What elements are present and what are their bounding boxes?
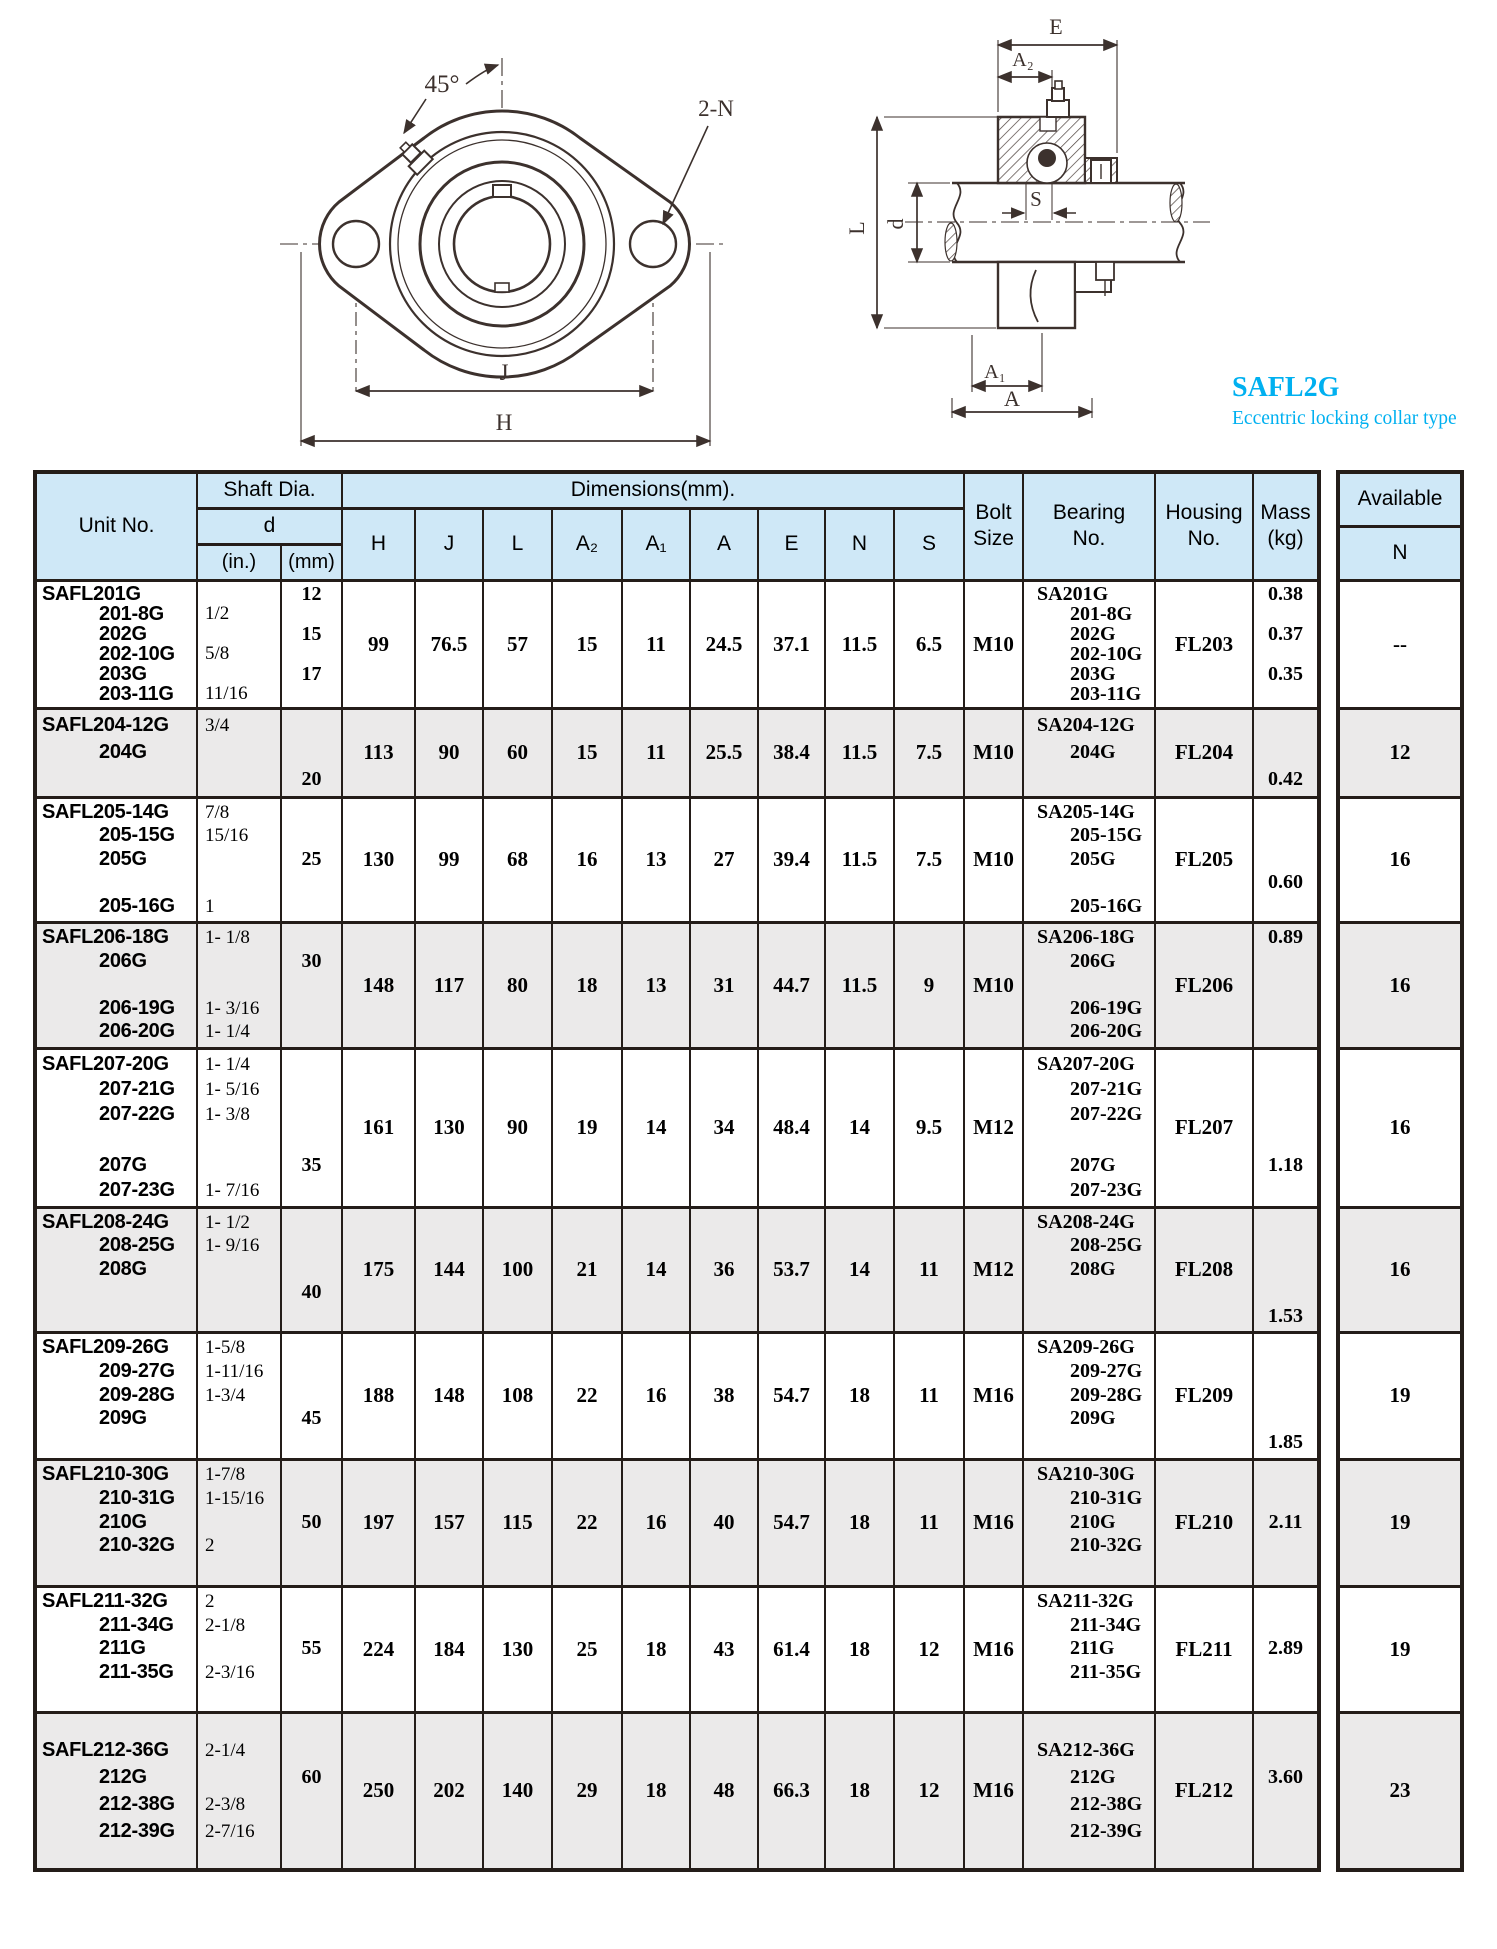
housing-no-cell: FL206 [1155,922,1253,1048]
dim-cell-6: 53.7 [758,1207,825,1332]
dim-cell-4: 11 [622,708,690,797]
dim-cell-7: 11.5 [825,797,894,922]
shaft-in-cell: 1/2 5/8 11/16 [197,580,281,708]
bearing-no-cell: SA204-12G 204G [1023,708,1155,797]
col-header-mm: (mm) [281,544,342,580]
dim-cell-7: 14 [825,1207,894,1332]
dim-cell-6: 54.7 [758,1332,825,1459]
unit-no-cell: SAFL207-20G 207-21G 207-22G 207G 207-23G [35,1048,197,1207]
housing-no-label-line1: Housing [1165,501,1243,525]
table-row-8 [35,1459,1319,1586]
dim-cell-7: 11.5 [825,580,894,708]
dim-cell-1: 202 [415,1712,483,1870]
unit-no-cell: SAFL205-14G 205-15G 205G 205-16G [35,797,197,922]
dim-cell-2: 140 [483,1712,552,1870]
bolt-size-cell: M16 [964,1459,1023,1586]
shaft-in-cell: 1-5/8 1-11/16 1-3/4 [197,1332,281,1459]
side-dim-d-label: d [883,218,908,230]
dim-cell-3: 21 [552,1207,622,1332]
available-row-5 [1338,1048,1462,1207]
shaft-mm-cell: 60 [281,1712,342,1870]
available-body [1338,580,1462,1870]
mass-cell: 1.85 [1253,1332,1319,1459]
housing-no-label-line2: No. [1187,527,1221,551]
bearing-no-cell: SA211-32G 211-34G 211G 211-35G [1023,1586,1155,1712]
bearing-no-cell: SA209-26G 209-27G 209-28G 209G [1023,1332,1155,1459]
dim-cell-3: 29 [552,1712,622,1870]
dim-cell-6: 37.1 [758,580,825,708]
dim-cell-8: 11 [894,1207,964,1332]
dim-cell-1: 99 [415,797,483,922]
side-dim-s-label: S [1030,187,1042,211]
bolt-size-cell: M10 [964,580,1023,708]
dim-cell-4: 13 [622,922,690,1048]
col-header-shaft-dia: Shaft Dia. [197,472,342,508]
table-row-9 [35,1586,1319,1712]
mass-cell: 1.18 [1253,1048,1319,1207]
bearing-no-cell: SA206-18G 206G 206-19G 206-20G [1023,922,1155,1048]
dim-cell-4: 18 [622,1586,690,1712]
dim-cell-6: 48.4 [758,1048,825,1207]
available-row-9 [1338,1586,1462,1712]
available-n-cell: 16 [1338,1048,1462,1207]
dim-cell-4: 16 [622,1332,690,1459]
dim-cell-1: 90 [415,708,483,797]
col-header-l: L [483,508,552,580]
table-row-2 [35,708,1319,797]
dim-cell-6: 44.7 [758,922,825,1048]
bolt-size-cell: M10 [964,797,1023,922]
dim-cell-3: 22 [552,1332,622,1459]
dim-cell-0: 250 [342,1712,415,1870]
available-row-2 [1338,708,1462,797]
dim-cell-1: 148 [415,1332,483,1459]
bearing-no-label-line1: Bearing [1052,501,1126,525]
dim-cell-0: 188 [342,1332,415,1459]
shaft-in-cell: 3/4 [197,708,281,797]
dim-cell-2: 57 [483,580,552,708]
available-n-cell: 19 [1338,1586,1462,1712]
dim-cell-8: 9 [894,922,964,1048]
col-header-dimensions: Dimensions(mm). [342,472,964,508]
col-header-inch: (in.) [197,544,281,580]
dim-cell-2: 90 [483,1048,552,1207]
bearing-no-label-line2: No. [1072,527,1106,551]
dim-cell-0: 161 [342,1048,415,1207]
side-dim-a-label: A [1004,386,1020,411]
housing-no-cell: FL211 [1155,1586,1253,1712]
dim-cell-0: 224 [342,1586,415,1712]
dim-cell-1: 117 [415,922,483,1048]
mass-cell: 0.60 [1253,797,1319,922]
col-header-a: A [690,508,758,580]
available-n-cell: 23 [1338,1712,1462,1870]
shaft-in-cell: 2 2-1/8 2-3/16 [197,1586,281,1712]
shaft-mm-cell: 20 [281,708,342,797]
table-row-7 [35,1332,1319,1459]
dim-cell-7: 11.5 [825,708,894,797]
housing-no-cell: FL205 [1155,797,1253,922]
available-n-cell: 19 [1338,1459,1462,1586]
dim-cell-7: 18 [825,1332,894,1459]
dim-cell-7: 11.5 [825,922,894,1048]
col-header-unit-no: Unit No. [35,472,197,580]
dim-cell-3: 22 [552,1459,622,1586]
col-header-j: J [415,508,483,580]
side-dim-l-label: L [844,221,869,235]
available-header [1338,472,1462,580]
mass-cell: 2.89 [1253,1586,1319,1712]
dim-cell-6: 61.4 [758,1586,825,1712]
dim-cell-8: 9.5 [894,1048,964,1207]
shaft-mm-cell: 30 [281,922,342,1048]
dim-cell-4: 14 [622,1207,690,1332]
dim-cell-6: 54.7 [758,1459,825,1586]
dim-cell-3: 19 [552,1048,622,1207]
housing-no-cell: FL208 [1155,1207,1253,1332]
bolt-size-cell: M16 [964,1712,1023,1870]
col-header-a1: A₁ [622,508,690,580]
shaft-mm-cell: 12 15 17 [281,580,342,708]
dim-cell-7: 14 [825,1048,894,1207]
dim-cell-8: 11 [894,1459,964,1586]
dim-cell-2: 100 [483,1207,552,1332]
dim-cell-2: 108 [483,1332,552,1459]
unit-no-cell: SAFL208-24G 208-25G 208G [35,1207,197,1332]
bearing-no-cell: SA207-20G 207-21G 207-22G 207G 207-23G [1023,1048,1155,1207]
dim-cell-4: 13 [622,797,690,922]
unit-no-cell: SAFL209-26G 209-27G 209-28G 209G [35,1332,197,1459]
front-holes-label: 2-N [698,96,734,121]
front-view-drawing [280,58,734,446]
col-header-s: S [894,508,964,580]
shaft-in-cell: 1-7/8 1-15/16 2 [197,1459,281,1586]
available-row-4 [1338,922,1462,1048]
col-header-bearing-no [1023,472,1155,580]
table-row-4 [35,922,1319,1048]
mass-label-line2: (kg) [1267,527,1304,551]
available-n-cell: 12 [1338,708,1462,797]
dim-cell-4: 14 [622,1048,690,1207]
available-row-3 [1338,797,1462,922]
dim-cell-5: 25.5 [690,708,758,797]
technical-drawings [0,0,1497,465]
dim-cell-2: 115 [483,1459,552,1586]
dim-cell-7: 18 [825,1459,894,1586]
dim-cell-5: 48 [690,1712,758,1870]
shaft-mm-cell: 25 [281,797,342,922]
dim-cell-2: 80 [483,922,552,1048]
unit-no-cell: SAFL212-36G 212G 212-38G 212-39G [35,1712,197,1870]
dim-cell-0: 130 [342,797,415,922]
col-header-bolt-size [964,472,1023,580]
available-row-1 [1338,580,1462,708]
dim-cell-5: 40 [690,1459,758,1586]
dimension-table [33,470,1321,1872]
dim-cell-8: 11 [894,1332,964,1459]
shaft-mm-cell: 35 [281,1048,342,1207]
table-row-6 [35,1207,1319,1332]
shaft-mm-cell: 45 [281,1332,342,1459]
housing-no-cell: FL209 [1155,1332,1253,1459]
dim-cell-4: 16 [622,1459,690,1586]
side-dim-a1-label: A₁ [984,361,1006,383]
col-header-d: d [197,508,342,544]
bolt-size-cell: M16 [964,1586,1023,1712]
dim-cell-0: 197 [342,1459,415,1586]
table-row-3 [35,797,1319,922]
dim-cell-4: 11 [622,580,690,708]
shaft-in-cell: 7/8 15/16 1 [197,797,281,922]
dim-cell-0: 148 [342,922,415,1048]
dim-cell-8: 6.5 [894,580,964,708]
unit-no-cell: SAFL210-30G 210-31G 210G 210-32G [35,1459,197,1586]
dim-cell-3: 25 [552,1586,622,1712]
housing-no-cell: FL210 [1155,1459,1253,1586]
dim-cell-1: 144 [415,1207,483,1332]
col-header-available: Available [1338,472,1462,526]
dim-cell-0: 113 [342,708,415,797]
mass-label-line1: Mass [1260,501,1311,525]
dim-cell-1: 130 [415,1048,483,1207]
mass-cell: 3.60 [1253,1712,1319,1870]
col-header-e: E [758,508,825,580]
bolt-size-cell: M10 [964,708,1023,797]
bolt-size-cell: M16 [964,1332,1023,1459]
mass-cell: 0.89 [1253,922,1319,1048]
dim-cell-5: 34 [690,1048,758,1207]
table-row-10 [35,1712,1319,1870]
available-n-cell: 19 [1338,1332,1462,1459]
dim-cell-0: 99 [342,580,415,708]
housing-no-cell: FL203 [1155,580,1253,708]
bolt-size-cell: M10 [964,922,1023,1048]
shaft-in-cell: 1- 1/8 1- 3/16 1- 1/4 [197,922,281,1048]
shaft-mm-cell: 40 [281,1207,342,1332]
dim-cell-2: 60 [483,708,552,797]
table-row-1 [35,580,1319,708]
dim-cell-8: 7.5 [894,708,964,797]
bearing-no-cell: SA205-14G 205-15G 205G 205-16G [1023,797,1155,922]
col-header-mass [1253,472,1319,580]
available-n-cell: 16 [1338,797,1462,922]
series-subtitle: Eccentric locking collar type [1232,408,1457,429]
bearing-no-cell: SA201G 201-8G 202G 202-10G 203G 203-11G [1023,580,1155,708]
mass-cell: 2.11 [1253,1459,1319,1586]
dim-cell-1: 76.5 [415,580,483,708]
shaft-in-cell: 2-1/4 2-3/8 2-7/16 [197,1712,281,1870]
dim-cell-8: 12 [894,1586,964,1712]
col-header-n: N [825,508,894,580]
bearing-no-cell: SA210-30G 210-31G 210G 210-32G [1023,1459,1155,1586]
shaft-in-cell: 1- 1/2 1- 9/16 [197,1207,281,1332]
table-body [35,580,1319,1870]
unit-no-cell: SAFL204-12G 204G [35,708,197,797]
side-view-drawing [844,14,1210,418]
unit-no-cell: SAFL211-32G 211-34G 211G 211-35G [35,1586,197,1712]
dim-cell-5: 43 [690,1586,758,1712]
shaft-in-cell: 1- 1/4 1- 5/16 1- 3/8 1- 7/16 [197,1048,281,1207]
available-row-6 [1338,1207,1462,1332]
bolt-size-label-line1: Bolt [975,501,1012,525]
dim-cell-1: 157 [415,1459,483,1586]
front-dim-h-label: H [495,410,513,435]
col-header-available-n: N [1338,526,1462,580]
table-row-5 [35,1048,1319,1207]
available-row-8 [1338,1459,1462,1586]
dim-cell-5: 38 [690,1332,758,1459]
dim-cell-3: 15 [552,580,622,708]
dim-cell-2: 130 [483,1586,552,1712]
dim-cell-6: 39.4 [758,797,825,922]
front-angle-label: 45° [424,71,460,98]
bolt-size-cell: M12 [964,1048,1023,1207]
housing-no-cell: FL212 [1155,1712,1253,1870]
shaft-mm-cell: 55 [281,1586,342,1712]
dim-cell-3: 16 [552,797,622,922]
dim-cell-6: 66.3 [758,1712,825,1870]
dim-cell-2: 68 [483,797,552,922]
available-row-7 [1338,1332,1462,1459]
bearing-no-cell: SA212-36G 212G 212-38G 212-39G [1023,1712,1155,1870]
series-title: SAFL2G [1232,372,1340,403]
dim-cell-8: 7.5 [894,797,964,922]
housing-no-cell: FL204 [1155,708,1253,797]
available-n-cell: 16 [1338,1207,1462,1332]
mass-cell: 0.38 0.37 0.35 [1253,580,1319,708]
dim-cell-7: 18 [825,1712,894,1870]
dim-cell-0: 175 [342,1207,415,1332]
unit-no-cell: SAFL206-18G 206G 206-19G 206-20G [35,922,197,1048]
bolt-size-cell: M12 [964,1207,1023,1332]
dim-cell-8: 12 [894,1712,964,1870]
dim-cell-6: 38.4 [758,708,825,797]
front-dim-j-label: J [499,360,509,385]
unit-no-cell: SAFL201G 201-8G 202G 202-10G 203G 203-11G [35,580,197,708]
dim-cell-5: 31 [690,922,758,1048]
col-header-h: H [342,508,415,580]
dim-cell-5: 24.5 [690,580,758,708]
dim-cell-5: 36 [690,1207,758,1332]
bearing-no-cell: SA208-24G 208-25G 208G [1023,1207,1155,1332]
mass-cell: 1.53 [1253,1207,1319,1332]
available-table [1336,470,1464,1872]
dim-cell-4: 18 [622,1712,690,1870]
dim-cell-7: 18 [825,1586,894,1712]
col-header-a2: A₂ [552,508,622,580]
side-dim-e-label: E [1049,14,1063,39]
dim-cell-3: 18 [552,922,622,1048]
col-header-housing-no [1155,472,1253,580]
mass-cell: 0.42 [1253,708,1319,797]
side-dim-a2-label: A₂ [1012,49,1034,71]
available-row-10 [1338,1712,1462,1870]
table-header [35,472,1319,580]
available-n-cell: -- [1338,580,1462,708]
shaft-mm-cell: 50 [281,1459,342,1586]
dim-cell-3: 15 [552,708,622,797]
housing-no-cell: FL207 [1155,1048,1253,1207]
available-n-cell: 16 [1338,922,1462,1048]
dim-cell-1: 184 [415,1586,483,1712]
dim-cell-5: 27 [690,797,758,922]
bolt-size-label-line2: Size [973,527,1014,551]
